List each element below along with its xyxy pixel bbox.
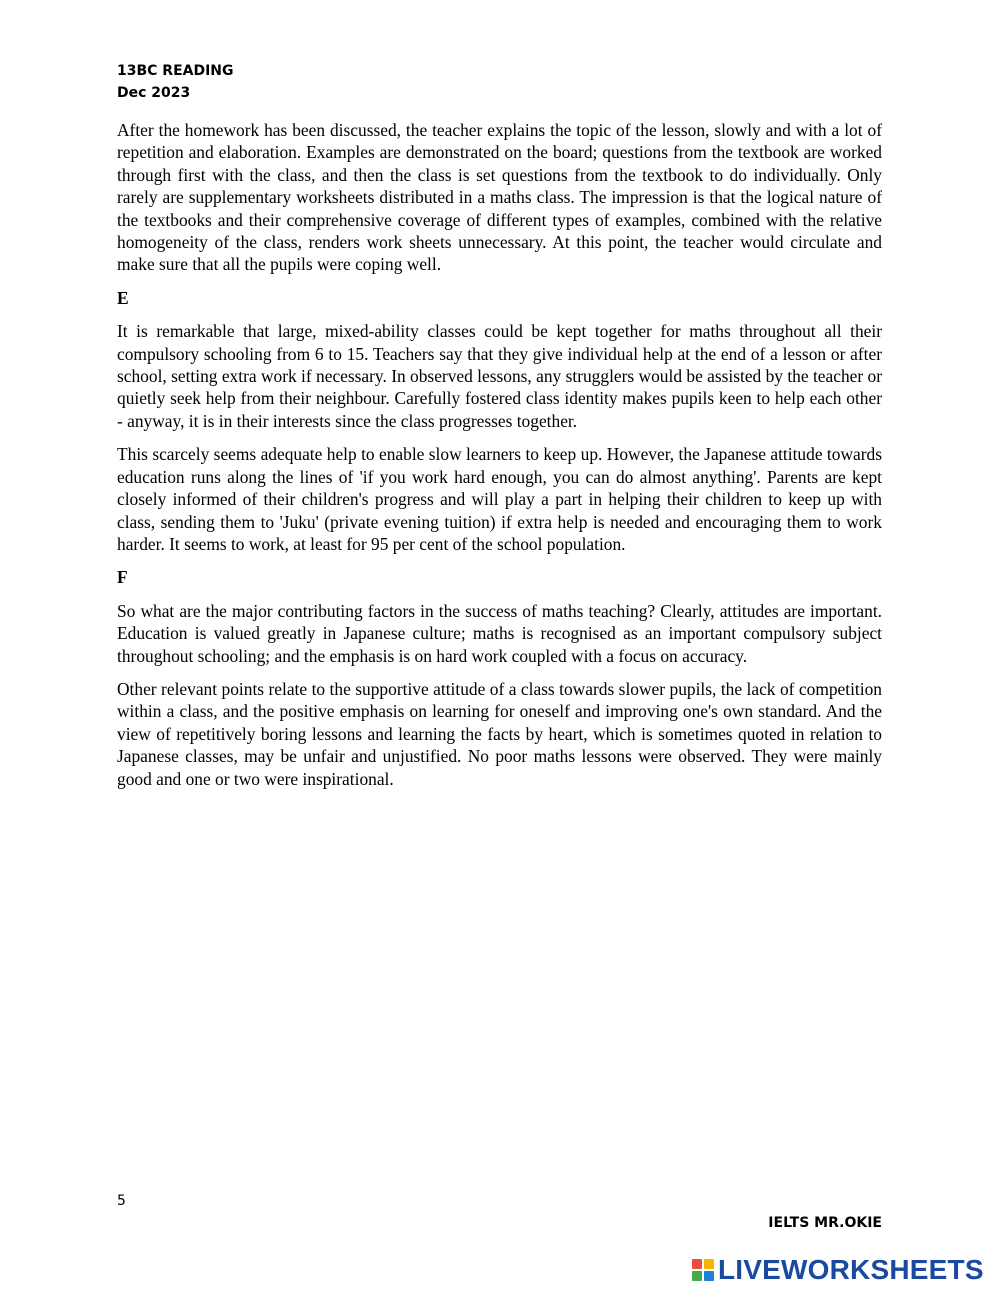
logo-square-blue [704,1271,714,1281]
reading-passage [117,119,882,801]
paragraph-mixed-ability: It is remarkable that large, mixed-ability classes could be kept together for maths throughout all their compulsory schooling from 6 to 15. Teachers say that they give individual help at the end of a lesson or after school, setting extra work if necessary. In observed lessons, any strugglers would be assisted by the teacher or quietly seek help from their neighbour. Carefully fostered class identity makes pupils keen to help each other - anyway, it is in their interests since the class progresses together. [117,321,882,431]
logo-square-red [692,1259,702,1269]
liveworksheets-logo-icon [692,1259,714,1281]
paragraph-homework: After the homework has been discussed, the teacher explains the topic of the lesson, slowly and with a lot of repetition and elaboration. Examples are demonstrated on the board; questions from the textbook are worked through first with the class, and then the class is set questions from the textbook to do individually. Only rarely are supplementary worksheets distributed in a maths class. The impression is that the logical nature of the textbooks and their comprehensive coverage of different types of examples, combined with the relative homogeneity of the class, renders work sheets unnecessary. At this point, the teacher would circulate and make sure that all the pupils were coping well. [117,120,882,275]
header-title: 13BC READING [117,63,234,79]
paragraph-slow-learners: This scarcely seems adequate help to enable slow learners to keep up. However, the Japanese attitude towards education runs along the lines of 'if you work hard enough, you can do almost anything'. Parents are kept closely informed of their children's progress and will play a part in helping their children to keep up with class, sending them to 'Juku' (private evening tuition) if extra help is needed and encouraging them to work harder. It seems to work, at least for 95 per cent of the school population. [117,444,882,554]
brand-name: LIVEWORKSHEETS [718,1254,984,1285]
paragraph-contributing-factors: So what are the major contributing factors in the success of maths teaching? Clearly, attitudes are important. Education is valued greatly in Japanese culture; maths is recognised as an important compulsory subject throughout schooling; and the emphasis is on hard work coupled with a focus on accuracy. [117,600,882,666]
footer-author: IELTS MR.OKIE [768,1215,882,1231]
page-number: 5 [117,1193,126,1209]
section-heading-f: F [117,567,128,588]
logo-square-yellow [704,1259,714,1269]
liveworksheets-brand[interactable] [692,1255,984,1285]
paragraph-other-points: Other relevant points relate to the supportive attitude of a class towards slower pupils, the lack of competition within a class, and the positive emphasis on learning for oneself and improving one's own standard. And the view of repetitively boring lessons and learning the facts by heart, which is sometimes quoted in relation to Japanese classes, may be unfair and unjustified. No poor maths lessons were observed. They were mainly good and one or two were inspirational. [117,678,882,789]
header-date: Dec 2023 [117,85,191,101]
section-heading-e: E [117,287,129,308]
logo-square-green [692,1271,702,1281]
document-header [117,60,234,104]
